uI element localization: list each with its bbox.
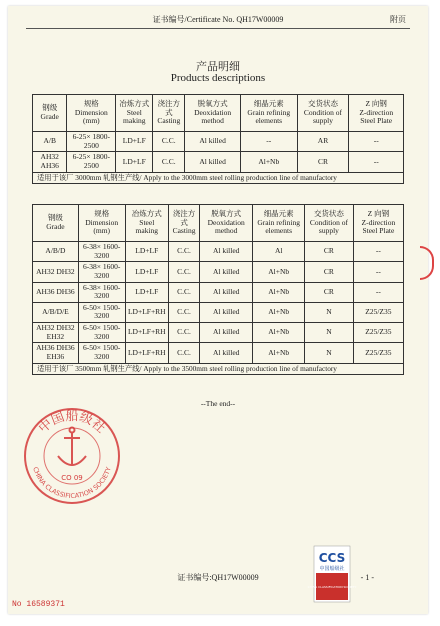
- ccs-seal-stamp: [20, 404, 124, 508]
- column-header: [253, 205, 305, 242]
- table-cell: AH32 AH36: [33, 152, 67, 172]
- table-cell: CR: [305, 262, 354, 282]
- table-note-row: [33, 172, 404, 183]
- footer-certificate-number: 证书编号:QH17W00009: [177, 573, 259, 582]
- certificate-number: 证书编号/Certificate No. QH17W00009: [152, 15, 284, 24]
- table-note: 适用于该厂 3500mm 轧钢生产线/ Apply to the 3500mm steel rolling production line of manufactory: [33, 363, 404, 374]
- column-header-en: Dimension (mm): [74, 107, 108, 126]
- table-cell: Al+Nb: [253, 343, 305, 363]
- table-cell: Al killed: [185, 152, 241, 172]
- table-cell: LD+LF+RH: [125, 302, 168, 322]
- svg-text:CHINA CLASSIFICATION SOCIETY: CHINA CLASSIFICATION SOCIETY: [307, 585, 357, 589]
- certificate-page: [8, 6, 428, 614]
- column-header-en: Casting: [172, 226, 196, 236]
- title-chinese: 产品明细: [196, 61, 240, 73]
- column-header-cn: 浇注方式: [172, 209, 196, 227]
- table-cell: 6-38× 1600-3200: [78, 282, 125, 302]
- column-header-cn: Z 向钢: [365, 99, 387, 109]
- footer: [8, 572, 428, 583]
- table-cell: Al killed: [200, 282, 253, 302]
- svg-text:中国船级社: 中国船级社: [319, 566, 345, 572]
- column-header: [33, 205, 79, 242]
- column-header-en: Grain refining elements: [257, 217, 301, 236]
- table-cell: C.C.: [169, 262, 200, 282]
- column-header-cn: 规格: [83, 99, 99, 109]
- title-english: Products descriptions: [170, 72, 266, 84]
- table-cell: Z25/Z35: [353, 302, 403, 322]
- table-cell: Al+Nb: [240, 152, 297, 172]
- table-cell: Al+Nb: [253, 282, 305, 302]
- end-marker: --The end--: [200, 399, 236, 408]
- table-cell: A/B/D/E: [33, 302, 79, 322]
- column-header: [185, 95, 241, 132]
- table-cell: A/B/D: [33, 242, 79, 262]
- table-cell: LD+LF: [116, 152, 153, 172]
- column-header-cn: Z 向钢: [367, 209, 390, 219]
- column-header-en: Casting: [157, 116, 181, 126]
- svg-text:CO 09: CO 09: [61, 474, 83, 482]
- table-cell: Al killed: [200, 242, 253, 262]
- column-header-en: Grade: [46, 222, 65, 231]
- products-table-2: [32, 204, 404, 375]
- column-header-cn: 冶炼方式: [119, 99, 150, 109]
- column-header: [349, 95, 404, 132]
- column-header-en: Condition of supply: [303, 107, 343, 126]
- table-cell: Al: [253, 242, 305, 262]
- column-header: [33, 95, 67, 132]
- table-cell: LD+LF: [125, 242, 168, 262]
- table-row: [33, 132, 404, 152]
- table-cell: Al+Nb: [253, 262, 305, 282]
- table-cell: A/B: [33, 132, 67, 152]
- column-header-en: Condition of supply: [309, 217, 348, 236]
- table-cell: 6-25× 1800-2500: [67, 152, 116, 172]
- table-cell: N: [305, 302, 354, 322]
- table-cell: LD+LF: [125, 262, 168, 282]
- page-number: - 1 -: [360, 573, 374, 582]
- paper-clip: [420, 246, 434, 280]
- column-header: [240, 95, 297, 132]
- column-header: [67, 95, 116, 132]
- table-cell: --: [349, 132, 404, 152]
- svg-text:中国船级社: 中国船级社: [35, 409, 109, 437]
- column-header-cn: 钢级: [47, 213, 63, 223]
- column-header-cn: 钢级: [42, 103, 58, 113]
- table-row: [33, 302, 404, 322]
- table-cell: C.C.: [153, 152, 185, 172]
- column-header: [353, 205, 403, 242]
- table-cell: AR: [297, 132, 349, 152]
- table-cell: LD+LF: [116, 132, 153, 152]
- table-cell: Al killed: [200, 302, 253, 322]
- table-note: 适用于该厂 3000mm 轧钢生产线/ Apply to the 3000mm steel rolling production line of manufactory: [33, 172, 404, 183]
- column-header-en: Z-direction Steel Plate: [359, 107, 394, 126]
- table-cell: LD+LF+RH: [125, 343, 168, 363]
- svg-text:CCS: CCS: [318, 551, 346, 565]
- table-row: [33, 343, 404, 363]
- table-cell: Al+Nb: [253, 323, 305, 343]
- column-header-cn: 规格: [94, 209, 110, 219]
- column-header: [305, 205, 354, 242]
- column-header-cn: 细晶元素: [263, 209, 294, 219]
- table-cell: C.C.: [169, 282, 200, 302]
- table-cell: AH32 DH32: [33, 262, 79, 282]
- column-header-en: Grain refining elements: [247, 107, 291, 126]
- column-header-cn: 浇注方式: [157, 99, 181, 117]
- table-cell: Al killed: [200, 343, 253, 363]
- table-cell: --: [240, 132, 297, 152]
- column-header: [153, 95, 185, 132]
- table-cell: CR: [305, 242, 354, 262]
- table-cell: Al killed: [185, 132, 241, 152]
- table-cell: AH36 DH36 EH36: [33, 343, 79, 363]
- attached-page-label: 附页: [390, 15, 406, 24]
- table-cell: 6-38× 1600-3200: [78, 262, 125, 282]
- table-cell: Al killed: [200, 323, 253, 343]
- table-cell: Al killed: [200, 262, 253, 282]
- column-header-en: Deoxidation method: [207, 217, 245, 236]
- table-cell: 6-25× 1800-2500: [67, 132, 116, 152]
- table-cell: C.C.: [169, 323, 200, 343]
- table-cell: N: [305, 343, 354, 363]
- column-header-cn: 细晶元素: [253, 99, 284, 109]
- column-header: [116, 95, 153, 132]
- column-header-cn: 脱氧方式: [211, 209, 242, 219]
- column-header-cn: 冶炼方式: [131, 209, 162, 219]
- table-row: [33, 152, 404, 172]
- column-header-en: Deoxidation method: [194, 107, 232, 126]
- column-header: [78, 205, 125, 242]
- table-cell: C.C.: [169, 302, 200, 322]
- table-cell: 6-50× 1500-3200: [78, 343, 125, 363]
- anchor-icon: [58, 428, 86, 467]
- table-cell: Al+Nb: [253, 302, 305, 322]
- table-row: [33, 242, 404, 262]
- table-cell: CR: [305, 282, 354, 302]
- table-cell: AH36 DH36: [33, 282, 79, 302]
- header-divider: [26, 28, 410, 29]
- table-cell: CR: [297, 152, 349, 172]
- table-cell: 6-50× 1500-3200: [78, 323, 125, 343]
- table-note-row: [33, 363, 404, 374]
- column-header-en: Steel making: [135, 217, 159, 236]
- column-header: [297, 95, 349, 132]
- products-table-1: [32, 94, 404, 184]
- column-header-en: Steel making: [123, 107, 146, 126]
- table-cell: --: [353, 282, 403, 302]
- table-row: [33, 282, 404, 302]
- header: [8, 14, 428, 25]
- table-cell: 6-38× 1600-3200: [78, 242, 125, 262]
- column-header-en: Grade: [40, 112, 59, 121]
- table-row: [33, 262, 404, 282]
- serial-number: No 16589371: [12, 600, 65, 609]
- table-cell: LD+LF: [125, 282, 168, 302]
- table-cell: LD+LF+RH: [125, 323, 168, 343]
- table-cell: 6-50× 1500-3200: [78, 302, 125, 322]
- column-header-cn: 交货状态: [308, 99, 338, 109]
- table-cell: C.C.: [169, 343, 200, 363]
- table-cell: C.C.: [169, 242, 200, 262]
- table-cell: AH32 DH32 EH32: [33, 323, 79, 343]
- table-cell: --: [349, 152, 404, 172]
- table-cell: --: [353, 242, 403, 262]
- column-header-en: Dimension (mm): [85, 217, 119, 236]
- column-header: [169, 205, 200, 242]
- svg-text:CHINA CLASSIFICATION SOCIETY: CHINA CLASSIFICATION SOCIETY: [31, 465, 113, 501]
- table-cell: Z25/Z35: [353, 323, 403, 343]
- column-header-cn: 脱氧方式: [197, 99, 228, 109]
- table-cell: N: [305, 323, 354, 343]
- table-cell: C.C.: [153, 132, 185, 152]
- table-row: [33, 323, 404, 343]
- column-header-cn: 交货状态: [313, 209, 344, 219]
- column-header: [125, 205, 168, 242]
- table-cell: --: [353, 262, 403, 282]
- column-header-en: Z-direction Steel Plate: [361, 217, 396, 236]
- column-header: [200, 205, 253, 242]
- table-cell: Z25/Z35: [353, 343, 403, 363]
